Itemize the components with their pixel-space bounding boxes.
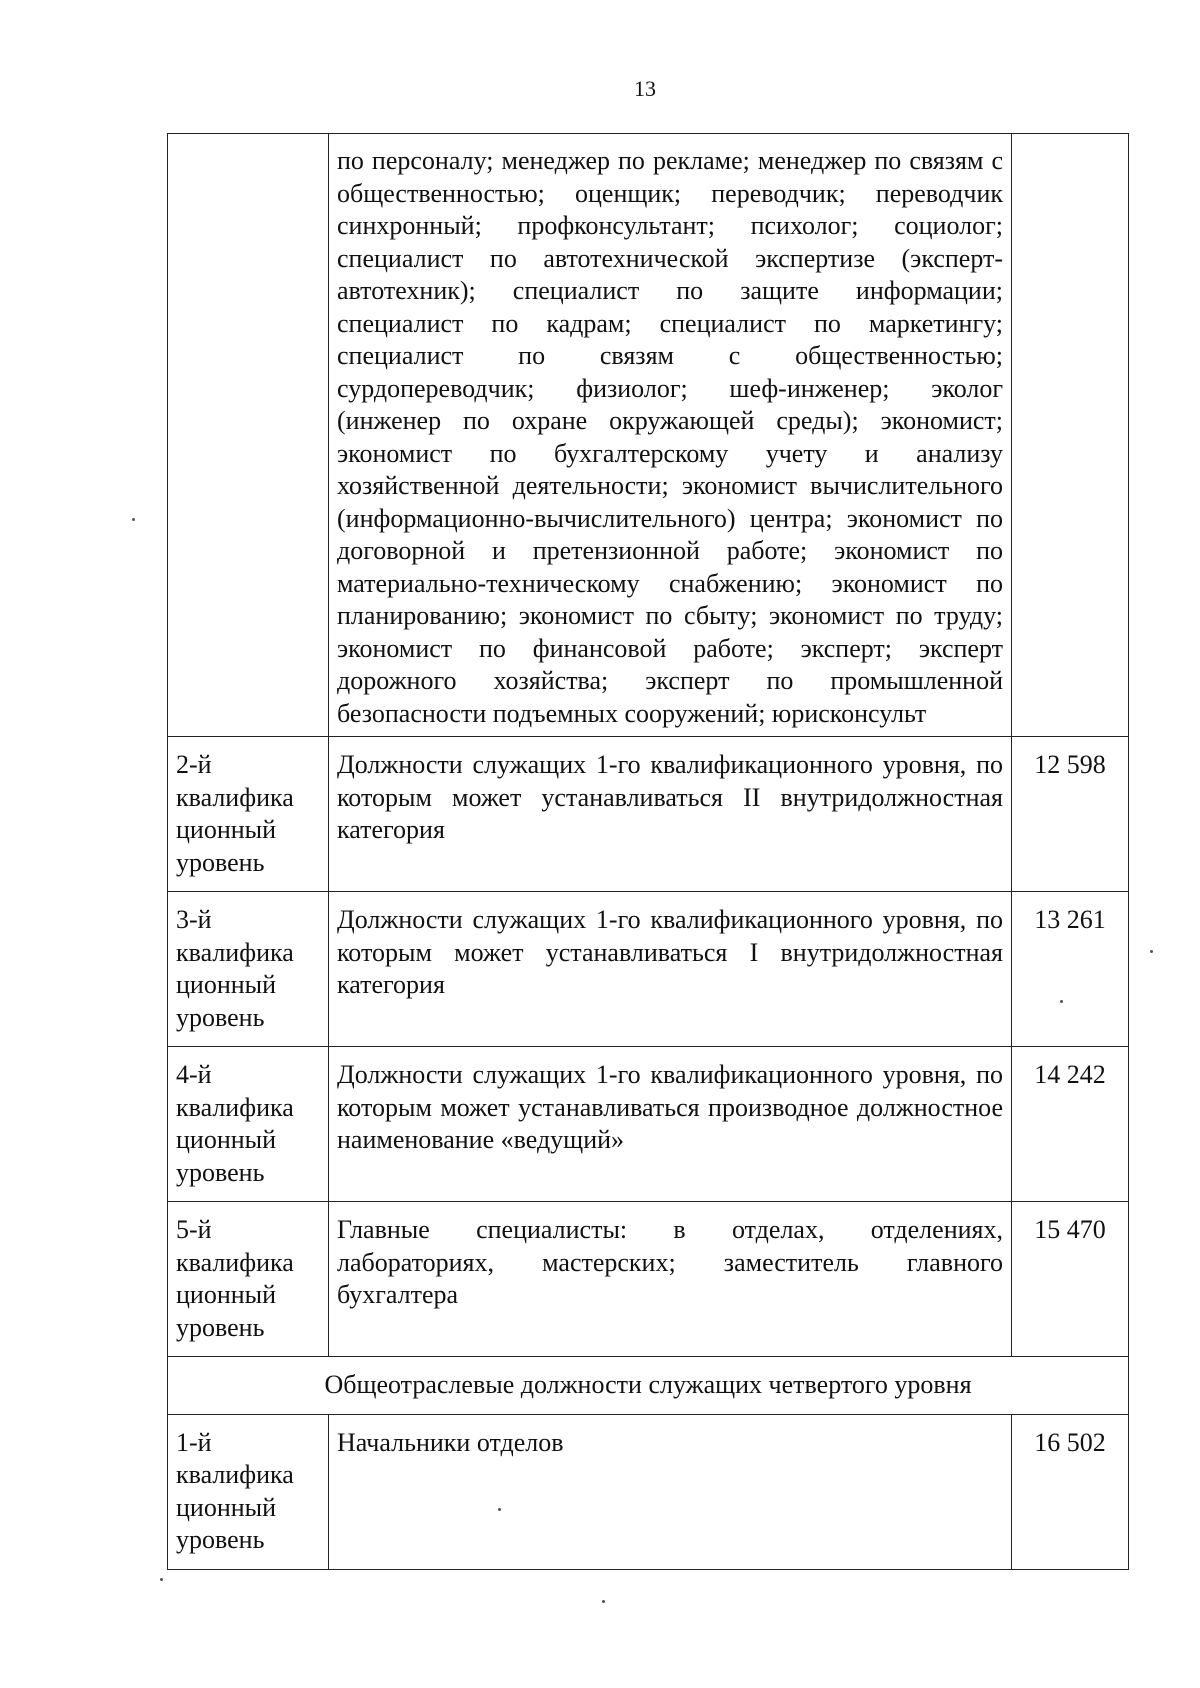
description-cell: по персоналу; менеджер по рекламе; менеджер по связям с общественностью; оценщик; переводчик; переводчик синхронный; профконсультант; психолог; социолог; специалист по автотехнической экспертизе (эксперт-автотехник); специалист по защите информации; специалист по кадрам; специалист по маркетингу; специалист по связям с общественностью; сурдопереводчик; физиолог; шеф-инженер; эколог (инженер по охране окружающей среды); экономист; экономист по бухгалтерскому учету и анализу хозяйственной деятельности; экономист вычислительного (информационно-вычислительного) центра; экономист по договорной и претензионной работе; экономист по материально-техническому снабжению; экономист по планированию; экономист по сбыту; экономист по труду; экономист по финансовой работе; эксперт; эксперт дорожного хозяйства; эксперт по промышленной безопасности подъемных сооружений; юрисконсульт [329,134,1012,737]
page-number: 13 [634,76,656,101]
level-line: квалифика [176,1460,294,1489]
description-cell: Должности служащих 1-го квалификационного уровня, по которым может устанавливаться производное должностное наименование «ведущий» [329,1047,1012,1202]
level-line: уровень [176,1157,265,1187]
description-cell: Должности служащих 1-го квалификационного уровня, по которым может устанавливаться I внутридолжностная категория [329,892,1012,1047]
level-cell [168,1047,329,1202]
level-line: ционный [176,970,277,999]
description-cell: Начальники отделов [329,1414,1012,1569]
level-line: уровень [176,847,265,877]
salary-cell: 14 242 [1012,1047,1129,1202]
table-row [168,892,1129,1047]
level-cell [168,134,329,737]
level-line: ционный [176,815,277,844]
salary-table [167,133,1129,1570]
scan-speck [498,1508,501,1511]
level-line: квалифика [176,782,294,812]
level-line: уровень [176,1312,265,1342]
level-line: уровень [176,1002,265,1032]
salary-cell [1012,134,1129,737]
scan-speck [602,1600,605,1603]
level-line: 4-й [176,1060,212,1089]
table-row [168,1202,1129,1357]
description-cell: Главные специалисты: в отделах, отделениях, лабораториях, мастерских; заместитель главного бухгалтера [329,1202,1012,1357]
salary-cell: 13 261 [1012,892,1129,1047]
level-line: ционный [176,1125,277,1154]
level-cell [168,1202,329,1357]
level-line: квалифика [176,1247,294,1277]
level-line: квалифика [176,937,294,967]
description-cell: Должности служащих 1-го квалификационного уровня, по которым может устанавливаться II внутридолжностная категория [329,737,1012,892]
section-heading: Общеотраслевые должности служащих четвертого уровня [168,1357,1129,1415]
level-line: 5-й [176,1215,212,1244]
scan-speck [1150,950,1153,953]
level-line: квалифика [176,1092,294,1122]
salary-cell: 12 598 [1012,737,1129,892]
section-heading-row [168,1357,1129,1415]
level-line: 2-й [176,750,212,779]
level-line: уровень [176,1525,265,1554]
table-row [168,134,1129,737]
level-cell [168,1414,329,1569]
level-cell [168,892,329,1047]
scan-speck [160,1578,163,1581]
scan-speck [1060,1000,1063,1003]
level-line: 3-й [176,905,212,934]
table-row [168,1414,1129,1569]
salary-cell: 15 470 [1012,1202,1129,1357]
salary-cell: 16 502 [1012,1414,1129,1569]
level-line: ционный [176,1280,277,1309]
level-line: 1-й [176,1427,212,1457]
scan-speck [132,518,135,521]
level-cell [168,737,329,892]
table-row [168,1047,1129,1202]
level-line: ционный [176,1492,277,1522]
table-row [168,737,1129,892]
